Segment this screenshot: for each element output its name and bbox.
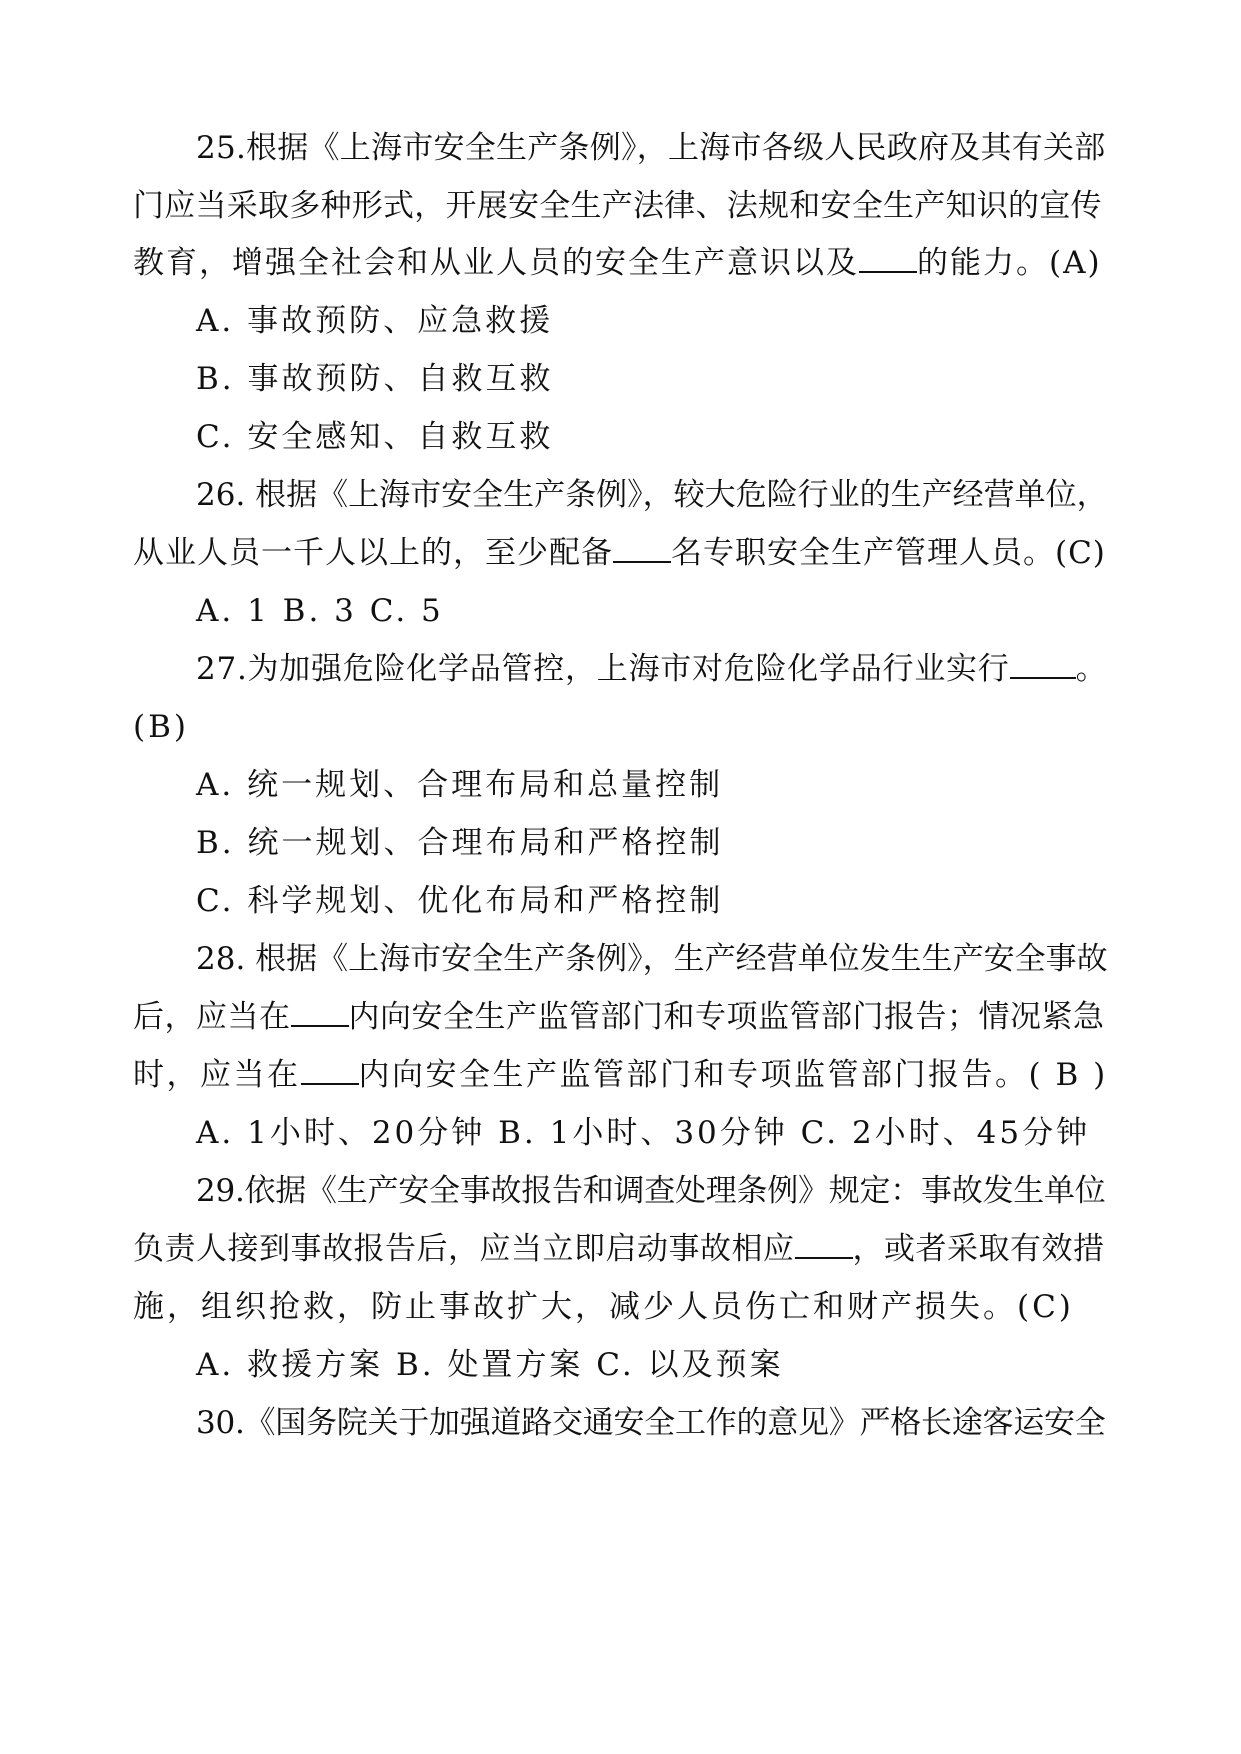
question-27-option-b: B. 统一规划、合理布局和严格控制 xyxy=(196,825,724,861)
question-28-text-a: 后，应当在 xyxy=(133,999,291,1035)
question-29-line-2 xyxy=(133,1229,1105,1269)
question-25-text-b: 的能力。(A) xyxy=(917,245,1102,281)
question-29-text-b: ，或者采取有效措 xyxy=(852,1231,1105,1267)
answer-blank xyxy=(301,1057,359,1085)
question-27-text-b: 。 xyxy=(1075,651,1108,687)
answer-blank xyxy=(1010,651,1076,679)
question-28-line-3 xyxy=(133,1055,1108,1095)
question-25-option-c: C. 安全感知、自救互救 xyxy=(196,419,554,455)
question-27-line-1 xyxy=(196,649,1107,689)
question-28-text-d: 内向安全生产监管部门和专项监管部门报告。( B ) xyxy=(358,1057,1108,1093)
question-25-option-b: B. 事故预防、自救互救 xyxy=(196,361,554,397)
question-28-line-1: 28. 根据《上海市安全生产条例》，生产经营单位发生生产安全事故 xyxy=(196,941,1108,977)
question-28-options: A. 1小时、20分钟 B. 1小时、30分钟 C. 2小时、45分钟 xyxy=(196,1115,1091,1151)
question-26-line-2 xyxy=(133,533,1106,573)
question-29-options: A. 救援方案 B. 处置方案 C. 以及预案 xyxy=(196,1347,784,1383)
question-26-text-b: 名专职安全生产管理人员。(C) xyxy=(671,535,1106,571)
question-28-text-c: 时，应当在 xyxy=(133,1057,301,1093)
question-28-line-2 xyxy=(133,997,1105,1037)
question-28-text-b: 内向安全生产监管部门和专项监管部门报告；情况紧急 xyxy=(348,999,1105,1035)
question-26-line-1: 26. 根据《上海市安全生产条例》，较大危险行业的生产经营单位， xyxy=(196,477,1108,513)
question-25-line-2: 门应当采取多种形式，开展安全生产法律、法规和安全生产知识的宣传 xyxy=(133,188,1102,224)
answer-blank xyxy=(795,1231,853,1259)
answer-blank xyxy=(291,999,349,1027)
question-25-text-a: 教育，增强全社会和从业人员的安全生产意识以及 xyxy=(133,245,859,281)
question-25-line-1: 25.根据《上海市安全生产条例》，上海市各级人民政府及其有关部 xyxy=(196,130,1106,166)
answer-blank xyxy=(613,535,671,563)
answer-blank xyxy=(859,245,917,273)
question-29-text-a: 负责人接到事故报告后，应当立即启动事故相应 xyxy=(133,1231,795,1267)
question-27-option-c: C. 科学规划、优化布局和严格控制 xyxy=(196,883,724,919)
question-27-option-a: A. 统一规划、合理布局和总量控制 xyxy=(196,767,724,803)
question-29-line-1: 29.依据《生产安全事故报告和调查处理条例》规定：事故发生单位 xyxy=(196,1173,1106,1209)
question-25-option-a: A. 事故预防、应急救援 xyxy=(196,303,554,339)
question-29-line-3: 施，组织抢救，防止事故扩大，减少人员伤亡和财产损失。(C) xyxy=(133,1289,1074,1325)
question-25-line-3 xyxy=(133,243,1102,283)
question-27-text-a: 27.为加强危险化学品管控，上海市对危险化学品行业实行 xyxy=(196,651,1010,687)
question-30-line-1: 30.《国务院关于加强道路交通安全工作的意见》严格长途客运安全 xyxy=(196,1405,1106,1441)
question-26-options: A. 1 B. 3 C. 5 xyxy=(196,593,444,629)
question-27-answer: (B) xyxy=(133,709,189,745)
question-26-text-a: 从业人员一千人以上的，至少配备 xyxy=(133,535,613,571)
